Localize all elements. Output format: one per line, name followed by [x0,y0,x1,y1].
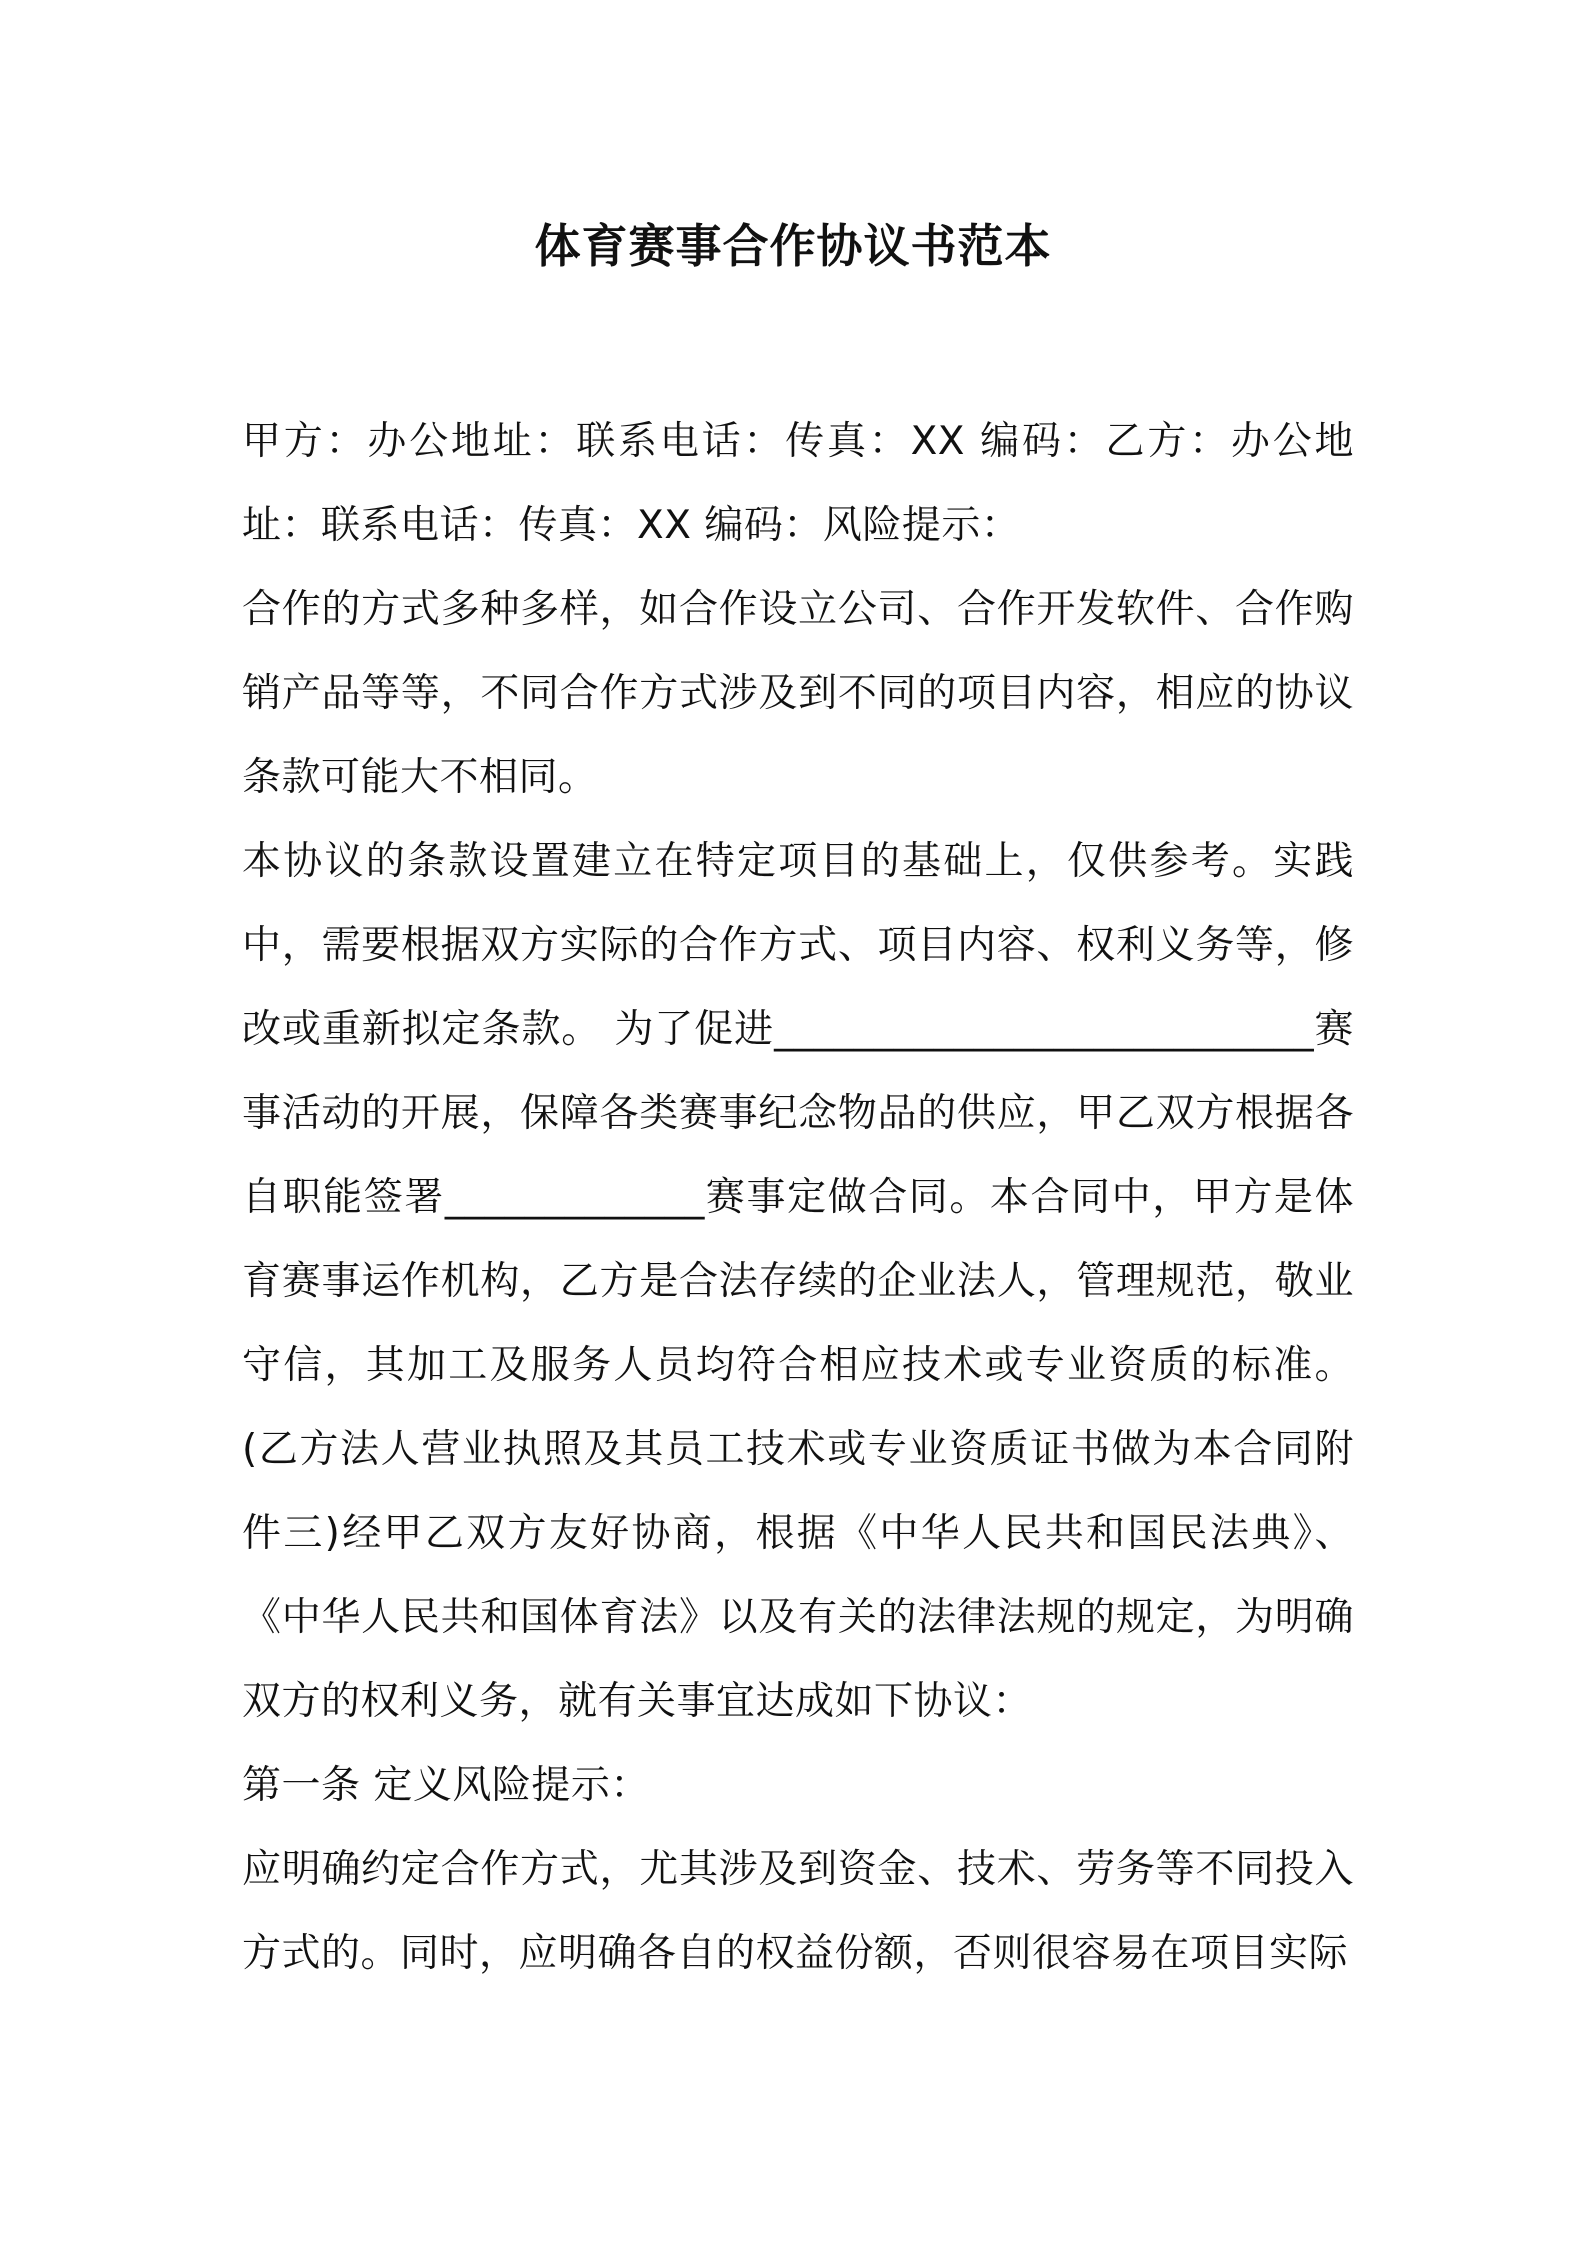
agreement-preamble-paragraph: 本协议的条款设置建立在特定项目的基础上，仅供参考。实践中，需要根据双方实际的合作方式、项目内容、权利义务等，修改或重新拟定条款。 为了促进___________________________赛事活动的开展，保障各类赛事纪念物品的供应，甲乙双方根据各自职能签署_____________赛事定做合同。本合同中，甲方是体育赛事运作机构，乙方是合法存续的企业法人，管理规范，敬业守信，其加工及服务人员均符合相应技术或专业资质的标准。(乙方法人营业执照及其员工技术或专业资质证书做为本合同附件三)经甲乙双方友好协商，根据《中华人民共和国民法典》、《中华人民共和国体育法》以及有关的法律法规的规定，为明确双方的权利义务，就有关事宜达成如下协议： [242,839,1354,1724]
party-info-paragraph: 甲方：办公地址：联系电话：传真：XX 编码：乙方：办公地址：联系电话：传真：XX 编码：风险提示： [242,419,1354,548]
article-one-risk-paragraph: 应明确约定合作方式，尤其涉及到资金、技术、劳务等不同投入方式的。同时，应明确各自的权益份额，否则很容易在项目实际 [242,1847,1354,1976]
document-body [242,400,1354,1996]
cooperation-methods-paragraph: 合作的方式多种多样，如合作设立公司、合作开发软件、合作购销产品等等，不同合作方式涉及到不同的项目内容，相应的协议条款可能大不相同。 [242,587,1354,800]
article-one-heading: 第一条 定义风险提示： [242,1763,650,1808]
document-title: 体育赛事合作协议书范本 [534,219,1052,273]
